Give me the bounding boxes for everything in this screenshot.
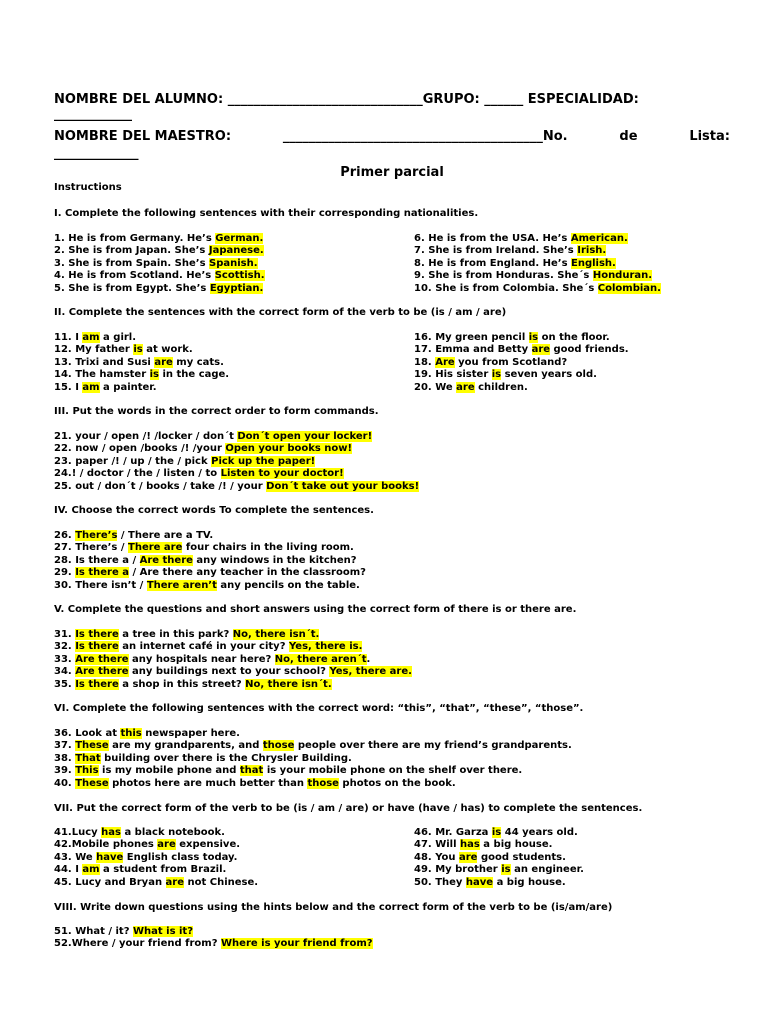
page-title: Primer parcial (340, 165, 444, 180)
exercise-item (54, 852, 237, 864)
exercise-item (54, 629, 319, 641)
item-prompt: 40. (54, 777, 76, 789)
item-prompt: 23. paper /! / up / the / pick (54, 455, 212, 467)
exercise-item (414, 864, 584, 876)
item-suffix: seven years old. (501, 369, 597, 381)
item-answer: is (501, 864, 511, 876)
item-answer: Egyptian. (209, 282, 264, 294)
item-answer: These (75, 740, 109, 752)
item-suffix: my cats. (172, 356, 224, 368)
exercise-item (54, 827, 225, 839)
item-answer: Are there (75, 666, 129, 678)
item-prompt: 41.Lucy (54, 827, 102, 838)
item-answer: Honduran. (592, 270, 653, 282)
item-suffix: good students. (477, 851, 566, 863)
item-prompt: 33. (54, 653, 76, 665)
exercise-item (54, 481, 419, 493)
exercise-item (54, 344, 193, 356)
instructions-label: Instructions (54, 182, 122, 193)
item-answer: has (460, 839, 480, 851)
item-suffix: / Are there any teacher in the classroom? (128, 567, 366, 579)
exercise-item (54, 233, 263, 245)
item-prompt: 38. (54, 752, 76, 764)
item-answer: are (531, 344, 551, 356)
exercise-item (54, 443, 352, 455)
exercise-item (54, 369, 229, 381)
item-prompt: 29. (54, 567, 76, 579)
item-prompt: 11. I (54, 332, 83, 343)
item-middle: any hospitals near here? (128, 653, 275, 665)
item-answer-2: those (307, 777, 339, 789)
teacher-name-line (54, 129, 730, 145)
item-prompt: 3. She is from Spain. She’s (54, 257, 210, 269)
item-prompt: 47. Will (414, 839, 460, 851)
item-answer: Pick up the paper! (211, 455, 316, 467)
item-suffix: not Chinese. (184, 876, 259, 888)
exercise-item (414, 877, 566, 889)
item-answer-2: No, there isn´t. (245, 678, 332, 690)
item-middle: is my mobile phone and (98, 765, 240, 777)
item-suffix: a painter. (99, 381, 157, 393)
teacher-name-label: NOMBRE DEL MAESTRO: (54, 129, 232, 144)
item-prompt: 30. There isn’t / (54, 579, 147, 591)
item-prompt: 34. (54, 666, 76, 678)
item-prompt: 49. My brother (414, 864, 502, 876)
item-suffix: on the floor. (538, 332, 610, 343)
item-answer: has (101, 827, 121, 838)
item-answer: German. (215, 233, 264, 244)
item-prompt: 22. now / open /books /! /your (54, 443, 226, 455)
item-answer: am (82, 332, 100, 343)
item-answer-2: Yes, there is. (288, 641, 363, 653)
item-suffix: a big house. (479, 839, 553, 851)
item-prompt: 15. I (54, 381, 83, 393)
item-answer: Are (435, 356, 455, 368)
item-answer: Is there a (75, 567, 129, 579)
exercise-item (54, 580, 360, 592)
item-prompt: 52.Where / your friend from? (54, 938, 222, 950)
item-prompt: 36. Look at (54, 728, 121, 739)
exercise-item (54, 740, 572, 752)
exercise-item (54, 382, 157, 394)
exercise-item (414, 283, 661, 295)
item-middle: photos here are much better than (108, 777, 308, 789)
section-2-heading: II. Complete the sentences with the correct form of the verb to be (is / am / are) (54, 307, 507, 318)
item-prompt: 50. They (414, 876, 466, 888)
exercise-item (414, 233, 628, 245)
teacher-name-line-cont (54, 146, 730, 162)
item-prompt: 5. She is from Egypt. She’s (54, 282, 210, 294)
item-answer: Open your books now! (225, 443, 353, 455)
item-prompt: 1. He is from Germany. He’s (54, 233, 216, 244)
item-answer: is (491, 369, 502, 381)
item-answer: is (133, 344, 143, 356)
lista-blank: _____________ (54, 146, 139, 161)
exercise-item (54, 468, 344, 480)
item-prompt: 2. She is from Japan. She’s (54, 245, 209, 257)
item-suffix: at work. (142, 344, 193, 356)
item-answer: Colombian. (597, 282, 661, 294)
exercise-item (414, 344, 629, 356)
item-suffix: expensive. (175, 839, 241, 851)
item-answer: That (75, 752, 101, 764)
exercise-item (54, 332, 136, 344)
exercise-item (54, 641, 362, 653)
item-answer: is (528, 332, 539, 343)
item-answer: Listen to your doctor! (220, 468, 344, 480)
exercise-item (414, 258, 616, 270)
item-suffix: good friends. (550, 344, 629, 356)
exercise-item (54, 778, 456, 790)
exercise-item (414, 827, 578, 839)
exercise-item (54, 654, 370, 666)
exercise-item (54, 431, 372, 443)
item-prompt: 19. His sister (414, 369, 492, 381)
item-prompt: 10. She is from Colombia. She´s (414, 282, 598, 294)
exercise-item (54, 555, 357, 567)
item-prompt: 24.! / doctor / the / listen / to (54, 468, 221, 480)
section-4-heading: IV. Choose the correct words To complete the sentences. (54, 505, 374, 516)
item-prompt: 43. We (54, 851, 97, 863)
item-prompt: 18. (414, 356, 436, 368)
item-answer: American. (570, 233, 628, 244)
item-answer: this (120, 728, 142, 739)
item-suffix: a big house. (493, 876, 566, 888)
item-answer: are (456, 381, 475, 393)
exercise-item (414, 270, 652, 282)
item-prompt: 20. We (414, 381, 457, 393)
item-answer: Is there (75, 629, 119, 640)
item-suffix: 44 years old. (501, 827, 578, 838)
item-prompt: 44. I (54, 864, 83, 876)
item-suffix: you from Scotland? (454, 356, 568, 368)
exercise-item (414, 332, 610, 344)
teacher-name-blank: ________________________________________No. (282, 129, 568, 144)
exercise-item (54, 258, 258, 270)
item-answer: Japanese. (208, 245, 264, 257)
exercise-item (414, 382, 528, 394)
item-prompt: 46. Mr. Garza (414, 827, 492, 838)
item-prompt: 12. My father (54, 344, 134, 356)
item-prompt: 45. Lucy and Bryan (54, 876, 166, 888)
item-suffix: a girl. (99, 332, 137, 343)
teacher-no-de: de (619, 129, 638, 144)
item-answer: am (82, 381, 100, 393)
exercise-item (54, 530, 213, 542)
item-answer-2: No, there aren´t (274, 653, 367, 665)
item-answer: What is it? (132, 926, 194, 937)
exercise-item (54, 270, 265, 282)
item-answer: Are there (139, 554, 193, 566)
exercise-item (54, 542, 354, 554)
item-answer: are (459, 851, 478, 863)
item-middle: are my grandparents, and (108, 740, 263, 752)
item-answer: Scottish. (214, 270, 265, 282)
section-5-heading: V. Complete the questions and short answers using the correct form of there is or there are. (54, 604, 577, 615)
exercise-item (414, 369, 597, 381)
item-suffix: . (366, 653, 371, 665)
item-prompt: 4. He is from Scotland. He’s (54, 270, 215, 282)
item-prompt: 13. Trixi and Susi (54, 356, 155, 368)
item-suffix: four chairs in the living room. (182, 542, 354, 554)
section-8-heading: VIII. Write down questions using the hints below and the correct form of the verb to be (is/am/are) (54, 902, 613, 913)
exercise-item (54, 864, 226, 876)
item-prompt: 9. She is from Honduras. She´s (414, 270, 593, 282)
item-answer: Is there (75, 678, 119, 690)
item-prompt: 31. (54, 629, 76, 640)
item-suffix: / There are a TV. (117, 530, 214, 541)
item-suffix: people over there are my friend’s grandparents. (294, 740, 572, 752)
item-answer: There aren’t (146, 579, 217, 591)
exercise-item (54, 357, 224, 369)
item-suffix: children. (474, 381, 528, 393)
exercise-item (54, 283, 263, 295)
item-suffix: an engineer. (510, 864, 584, 876)
section-6-heading: VI. Complete the following sentences with the correct word: “this”, “that”, “these”, “those”. (54, 703, 584, 714)
item-answer: have (96, 851, 124, 863)
exercise-item (54, 456, 315, 468)
item-answer: are (165, 876, 185, 888)
item-answer-2: Yes, there are. (329, 666, 412, 678)
exercise-item (54, 926, 193, 938)
item-answer-2: that (239, 765, 264, 777)
item-prompt: 7. She is from Ireland. She’s (414, 245, 578, 257)
section-7-heading: VII. Put the correct form of the verb to be (is / am / are) or have (have / has) to complete the sentences. (54, 803, 643, 814)
item-suffix: a student from Brazil. (99, 864, 227, 876)
item-middle: an internet café in your city? (118, 641, 289, 653)
exercise-item (414, 357, 567, 369)
item-answer: am (82, 864, 100, 876)
exercise-item (54, 877, 258, 889)
item-prompt: 8. He is from England. He’s (414, 257, 572, 269)
exercise-item (54, 567, 366, 579)
item-suffix: any windows in the kitchen? (192, 554, 357, 566)
item-prompt: 25. out / don´t / books / take /! / your (54, 480, 267, 492)
exercise-item (54, 245, 264, 257)
item-prompt: 37. (54, 740, 76, 752)
exercise-item (54, 679, 332, 691)
item-prompt: 32. (54, 641, 76, 653)
exercise-item (54, 666, 412, 678)
item-prompt: 6. He is from the USA. He’s (414, 233, 571, 244)
item-answer: Spanish. (209, 257, 258, 269)
item-prompt: 48. You (414, 851, 459, 863)
item-answer: have (465, 876, 494, 888)
item-suffix: in the cage. (159, 369, 230, 381)
item-prompt: 42.Mobile phones (54, 839, 158, 851)
item-answer: is (491, 827, 502, 838)
item-answer: Is there (75, 641, 119, 653)
item-suffix: English class today. (123, 851, 238, 863)
section-3-heading: III. Put the words in the correct order to form commands. (54, 406, 379, 417)
item-answer: Don´t open your locker! (237, 431, 373, 442)
item-answer: There are (128, 542, 183, 554)
item-prompt: 26. (54, 530, 76, 541)
item-answer: Where is your friend from? (221, 938, 373, 950)
item-middle: a tree in this park? (118, 629, 233, 640)
exercise-item (54, 753, 352, 765)
especialidad-blank: ____________ (54, 107, 132, 122)
item-answer-2: those (262, 740, 295, 752)
exercise-item (414, 852, 566, 864)
item-middle: any buildings next to your school? (128, 666, 330, 678)
item-prompt: 21. your / open /! /locker / don´t (54, 431, 238, 442)
student-name-label: NOMBRE DEL ALUMNO: ______________________________GRUPO: ______ ESPECIALIDAD: (54, 92, 639, 107)
teacher-lista: Lista: (689, 129, 730, 144)
item-prompt: 14. The hamster (54, 369, 150, 381)
item-answer: These (75, 777, 109, 789)
item-prompt: 28. Is there a / (54, 554, 140, 566)
exercise-item (54, 839, 240, 851)
item-answer: English. (571, 257, 616, 269)
item-answer: Irish. (577, 245, 607, 257)
item-prompt: 51. What / it? (54, 926, 133, 937)
item-suffix: photos on the book. (338, 777, 456, 789)
item-answer-2: No, there isn´t. (232, 629, 320, 640)
item-prompt: 39. (54, 765, 76, 777)
exercise-item (54, 728, 240, 740)
exercise-item (54, 938, 373, 950)
item-suffix: any pencils on the table. (216, 579, 360, 591)
section-1-heading: I. Complete the following sentences with their corresponding nationalities. (54, 208, 479, 219)
item-answer: is (149, 369, 160, 381)
item-answer: There’s (75, 530, 118, 541)
item-answer: are (154, 356, 173, 368)
item-middle: newspaper here. (141, 728, 240, 739)
item-answer: Are there (75, 653, 129, 665)
student-name-line-cont (54, 107, 730, 123)
item-suffix: is your mobile phone on the shelf over there. (263, 765, 523, 777)
exercise-item (414, 245, 606, 257)
exercise-item (414, 839, 552, 851)
exercise-item (54, 765, 522, 777)
item-prompt: 17. Emma and Betty (414, 344, 532, 356)
item-prompt: 27. There’s / (54, 542, 128, 554)
item-answer: are (157, 839, 176, 851)
item-middle: a shop in this street? (118, 678, 246, 690)
student-name-line (54, 92, 730, 108)
item-prompt: 16. My green pencil (414, 332, 529, 343)
item-middle: building over there is the Chrysler Building. (100, 752, 352, 764)
item-suffix: a black notebook. (120, 827, 225, 838)
item-prompt: 35. (54, 678, 76, 690)
item-answer: Don´t take out your books! (266, 480, 420, 492)
item-answer: This (75, 765, 99, 777)
